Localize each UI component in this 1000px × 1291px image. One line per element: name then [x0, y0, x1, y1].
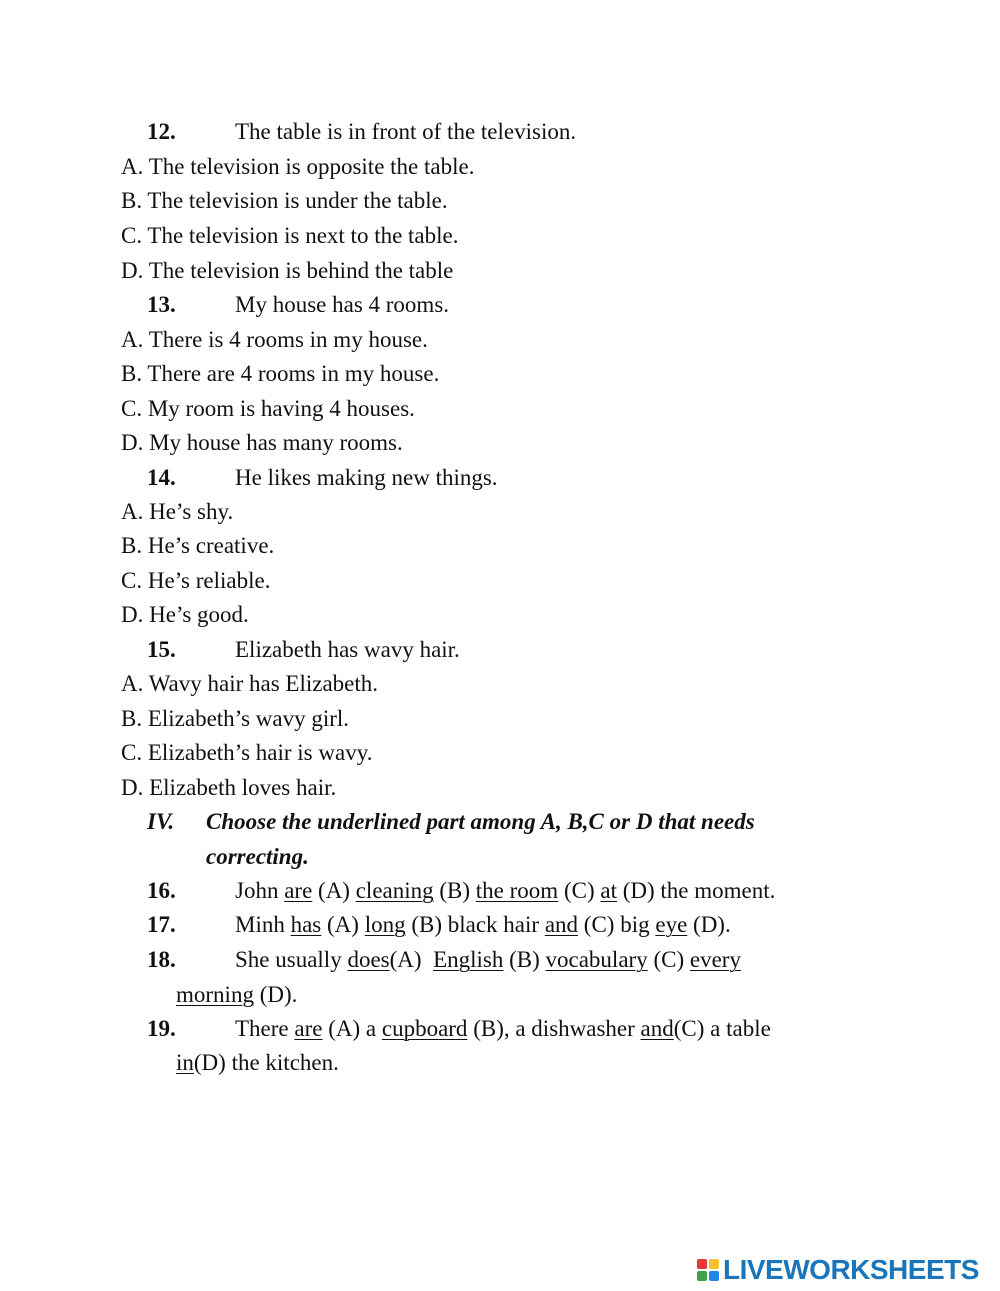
option: D. He’s good.: [121, 602, 249, 627]
question-text: The table is in front of the television.: [235, 119, 577, 144]
liveworksheets-logo: [697, 1254, 979, 1286]
underlined-part-d: eye: [655, 912, 688, 937]
underlined-part-b: English: [433, 947, 504, 972]
underlined-part-a: does: [347, 947, 390, 972]
logo-text: LIVEWORKSHEETS: [723, 1254, 979, 1285]
option: C. My room is having 4 houses.: [121, 396, 415, 421]
underlined-part-c: the room: [475, 878, 559, 903]
underlined-part-a: are: [284, 878, 313, 903]
question-number: 13.: [147, 292, 176, 317]
question-number: 12.: [147, 119, 176, 144]
underlined-part-d: every: [689, 947, 741, 972]
section-instruction: Choose the underlined part among A, B,C or D that needs: [206, 809, 755, 834]
question-number: 15.: [147, 637, 176, 662]
question-number: 17.: [147, 912, 176, 937]
underlined-part-b: cupboard: [381, 1016, 468, 1041]
question-text: He likes making new things.: [235, 465, 498, 490]
section-instruction: correcting.: [206, 844, 309, 869]
option: A. Wavy hair has Elizabeth.: [121, 671, 379, 696]
question-text: Minh has (A) long (B) black hair and (C) big eye (D).: [235, 912, 731, 937]
underlined-part-b: cleaning: [355, 878, 434, 903]
underlined-part-a: are: [294, 1016, 323, 1041]
question-19-cont: in(D) the kitchen.: [176, 1050, 339, 1075]
question-number: 19.: [147, 1016, 176, 1041]
option: B. There are 4 rooms in my house.: [121, 361, 440, 386]
option: C. The television is next to the table.: [121, 223, 459, 248]
underlined-part-a: has: [290, 912, 322, 937]
option: C. Elizabeth’s hair is wavy.: [121, 740, 373, 765]
option: B. Elizabeth’s wavy girl.: [121, 706, 350, 731]
underlined-part-d: morning: [176, 982, 254, 1007]
underlined-part-c: vocabulary: [545, 947, 648, 972]
question-text: She usually does(A) English (B) vocabulary (C) every: [235, 947, 741, 972]
underlined-part-c: and: [640, 1016, 674, 1041]
question-text: My house has 4 rooms.: [235, 292, 450, 317]
question-number: 18.: [147, 947, 176, 972]
question-number: 16.: [147, 878, 176, 903]
option: B. He’s creative.: [121, 533, 275, 558]
underlined-part-c: and: [544, 912, 579, 937]
section-number: IV.: [147, 809, 175, 834]
option: B. The television is under the table.: [121, 188, 448, 213]
option: C. He’s reliable.: [121, 568, 271, 593]
question-text: Elizabeth has wavy hair.: [235, 637, 460, 662]
question-18-cont: morning (D).: [176, 982, 298, 1007]
option: A. The television is opposite the table.: [121, 154, 475, 179]
question-number: 14.: [147, 465, 176, 490]
question-text: There are (A) a cupboard (B), a dishwasher and(C) a table: [235, 1016, 771, 1041]
option: D. My house has many rooms.: [121, 430, 403, 455]
question-text: John are (A) cleaning (B) the room (C) at (D) the moment.: [235, 878, 776, 903]
option: D. Elizabeth loves hair.: [121, 775, 337, 800]
underlined-part-d: at: [600, 878, 617, 903]
option: D. The television is behind the table: [121, 258, 454, 283]
option: A. There is 4 rooms in my house.: [121, 327, 428, 352]
logo-blocks-icon: [697, 1259, 719, 1281]
option: A. He’s shy.: [121, 499, 234, 524]
underlined-part-d: in: [176, 1050, 194, 1075]
underlined-part-b: long: [364, 912, 406, 937]
